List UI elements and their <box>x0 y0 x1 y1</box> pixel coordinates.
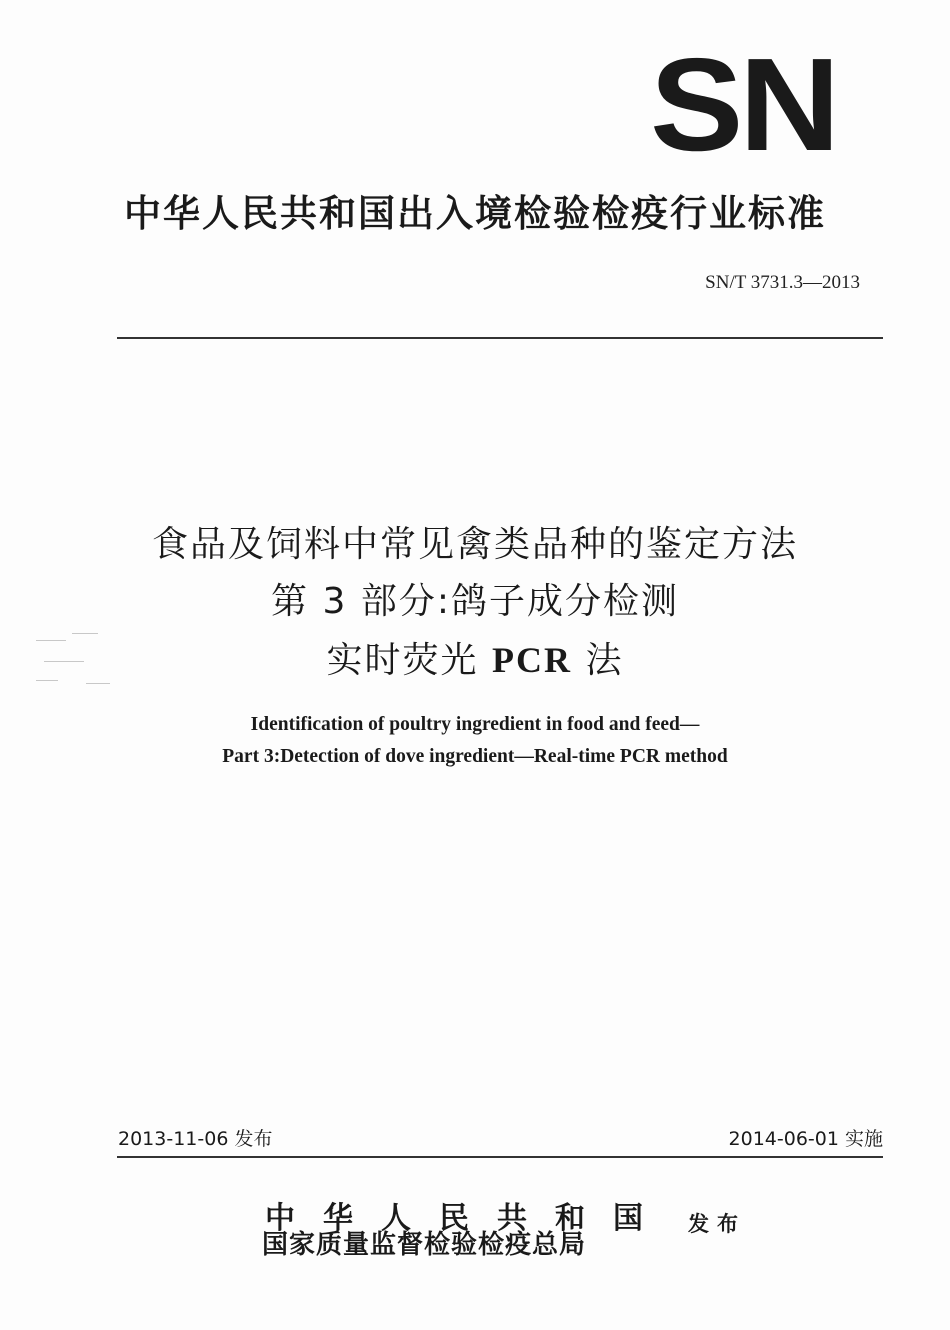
cn-title-line3-suffix: 法 <box>572 640 624 681</box>
cn-title-line3 <box>0 632 950 683</box>
publish-label: 发布 <box>688 1211 746 1236</box>
cn-title-line3-prefix: 实时荧光 <box>326 640 492 681</box>
scan-mark <box>36 680 58 681</box>
issue-date: 2013-11-06 发布 <box>118 1128 273 1150</box>
implementation-date: 2014-06-01 实施 <box>728 1128 883 1150</box>
scan-mark <box>36 640 66 641</box>
scan-mark <box>86 683 110 684</box>
sn-logo-text: SN <box>650 52 836 157</box>
industry-title: 中华人民共和国出入境检验检疫行业标准 <box>124 192 826 235</box>
standard-number: SN/T 3731.3—2013 <box>705 272 860 293</box>
en-title-line1: Identification of poultry ingredient in food and feed— <box>250 714 700 735</box>
scan-mark <box>44 661 84 662</box>
top-divider <box>117 337 883 339</box>
cn-title-line2: 第 3 部分:鸽子成分检测 <box>271 581 679 622</box>
issuer-agency: 国家质量监督检验检疫总局 <box>262 1230 587 1260</box>
issuer-country: 中华人民共和国 <box>265 1201 671 1236</box>
en-title-line2: Part 3:Detection of dove ingredient—Real-time PCR method <box>222 746 728 767</box>
sn-logo <box>648 52 838 157</box>
cn-title-line1: 食品及饲料中常见禽类品种的鉴定方法 <box>151 524 798 565</box>
scan-mark <box>72 633 98 634</box>
cn-title-pcr: PCR <box>492 640 572 680</box>
bottom-divider <box>117 1156 883 1158</box>
